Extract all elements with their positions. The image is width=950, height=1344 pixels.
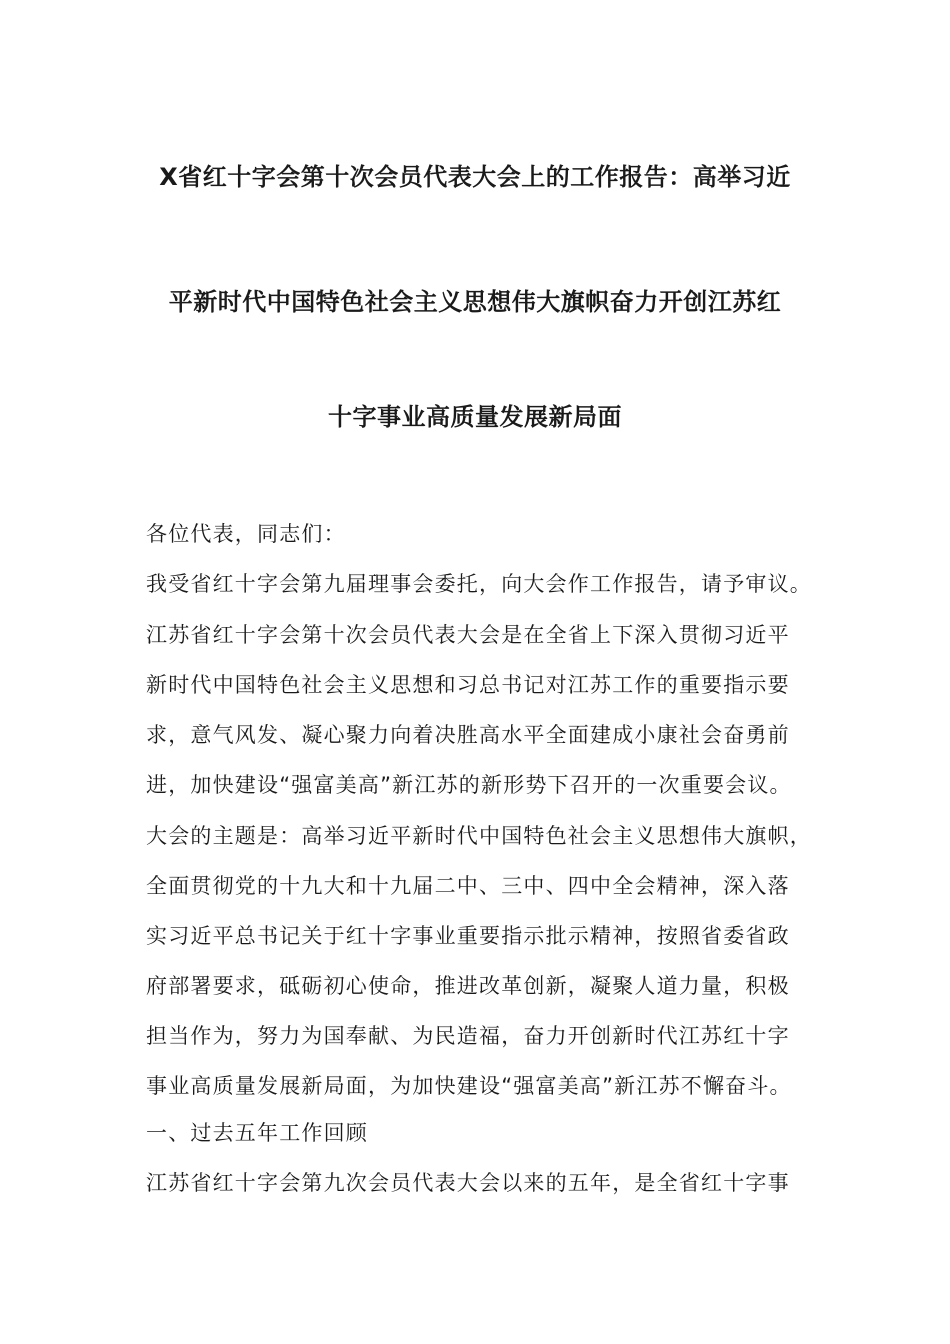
- document-title-line-3: 十字事业高质量发展新局面: [328, 403, 622, 431]
- body-line-9: 府部署要求，砥砺初心使命，推进改革创新，凝聚人道力量，积极: [146, 974, 790, 998]
- body-line-10: 担当作为，努力为国奉献、为民造福，奋力开创新时代江苏红十字: [146, 1024, 790, 1048]
- body-line-13: 江苏省红十字会第九次会员代表大会以来的五年，是全省红十字事: [146, 1171, 790, 1195]
- body-line-8: 实习近平总书记关于红十字事业重要指示批示精神，按照省委省政: [146, 924, 790, 948]
- body-line-5: 进，加快建设“强富美高”新江苏的新形势下召开的一次重要会议。: [146, 773, 792, 797]
- document-title-line-2: 平新时代中国特色社会主义思想伟大旗帜奋力开创江苏红: [168, 288, 782, 316]
- body-line-2: 江苏省红十字会第十次会员代表大会是在全省上下深入贯彻习近平: [146, 623, 790, 647]
- body-line-11: 事业高质量发展新局面，为加快建设“强富美高”新江苏不懈奋斗。: [146, 1074, 792, 1098]
- body-line-4: 求，意气风发、凝心聚力向着决胜高水平全面建成小康社会奋勇前: [146, 723, 790, 747]
- body-line-6: 大会的主题是：高举习近平新时代中国特色社会主义思想伟大旗帜，: [146, 824, 812, 848]
- body-line-3: 新时代中国特色社会主义思想和习总书记对江苏工作的重要指示要: [146, 673, 790, 697]
- salutation: 各位代表，同志们：: [146, 522, 346, 546]
- body-line-1: 我受省红十字会第九届理事会委托，向大会作工作报告，请予审议。: [146, 572, 812, 596]
- document-title-line-1: X省红十字会第十次会员代表大会上的工作报告：高举习近: [159, 163, 791, 191]
- section-heading: 一、过去五年工作回顾: [146, 1121, 368, 1145]
- body-line-7: 全面贯彻党的十九大和十九届二中、三中、四中全会精神，深入落: [146, 874, 790, 898]
